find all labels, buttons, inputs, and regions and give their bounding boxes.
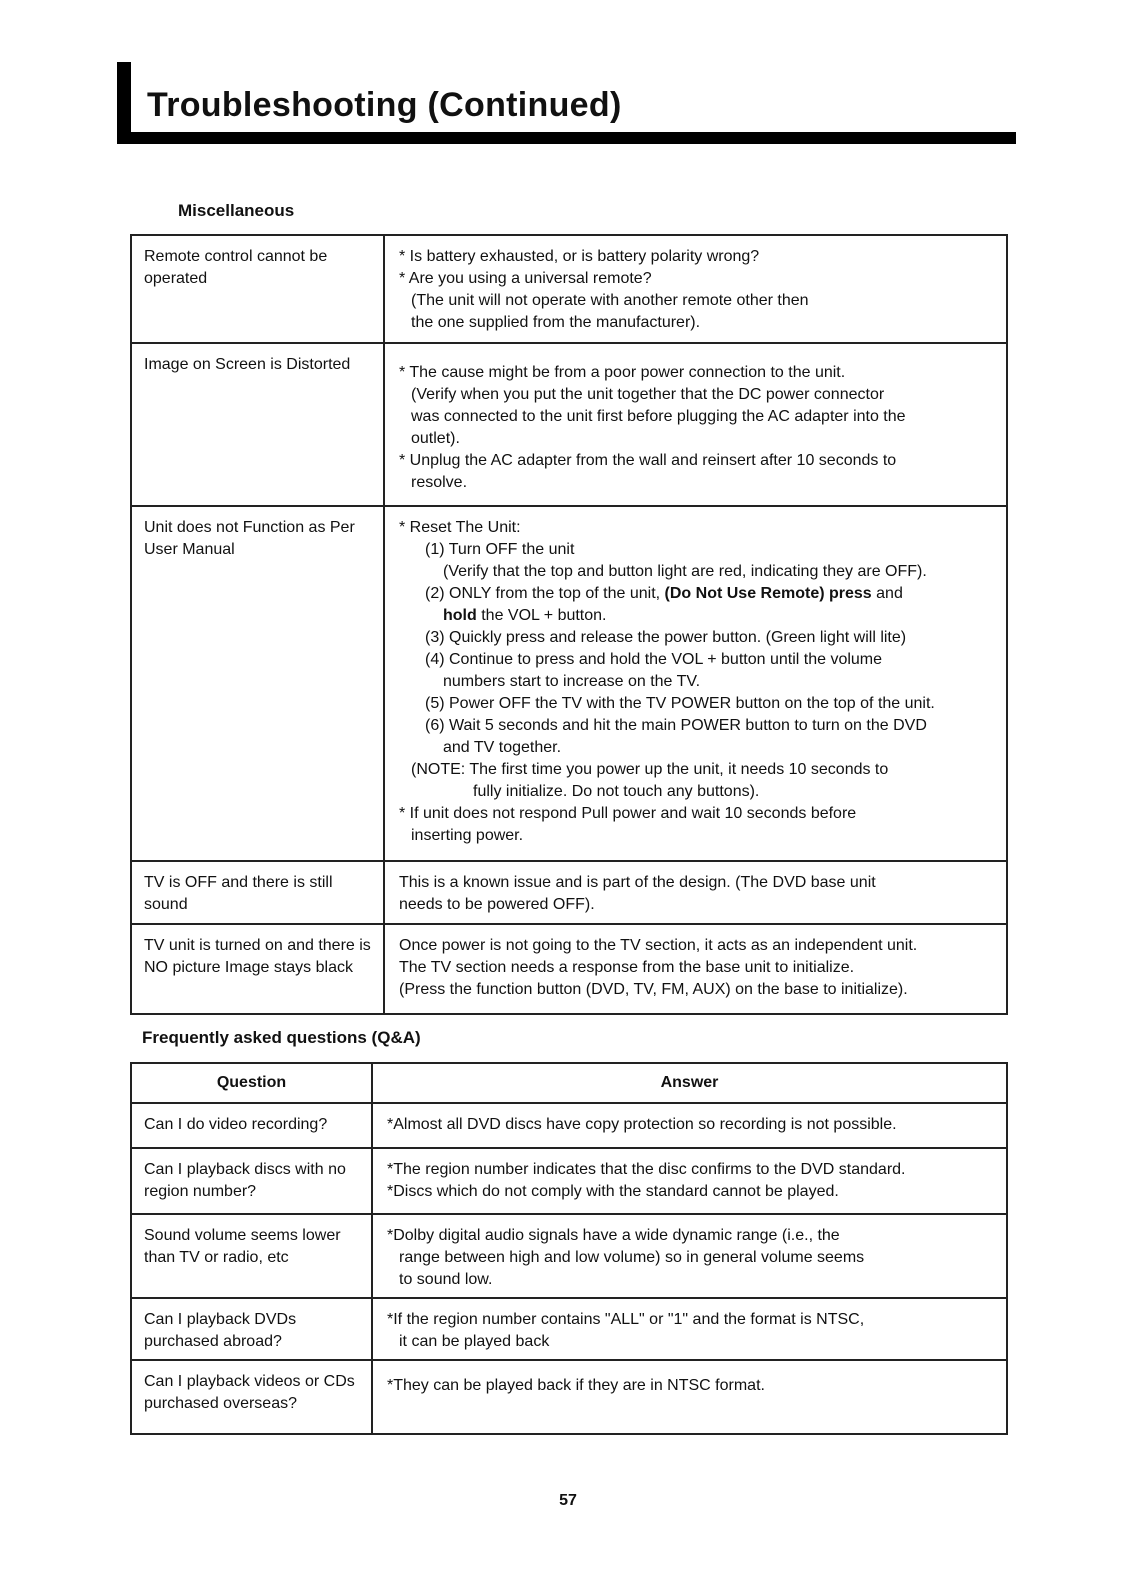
problem-cell: Unit does not Function as Per User Manual (131, 506, 384, 861)
solution-line: inserting power. (411, 827, 524, 844)
answer-line: *Dolby digital audio signals have a wide dynamic range (i.e., the (387, 1227, 840, 1244)
solution-line: was connected to the unit first before plugging the AC adapter into the (411, 408, 906, 425)
solution-line: numbers start to increase on the TV. (443, 673, 701, 690)
page-title: Troubleshooting (Continued) (147, 86, 622, 124)
solution-line: * Is battery exhausted, or is battery polarity wrong? (399, 248, 760, 265)
solution-line: * If unit does not respond Pull power and wait 10 seconds before (399, 805, 857, 822)
table-row (131, 1214, 1007, 1298)
answer-cell (372, 1298, 1007, 1360)
question-cell: Can I playback DVDs purchased abroad? (131, 1298, 372, 1360)
answer-column-header: Answer (372, 1063, 1007, 1103)
solution-line: * Reset The Unit: (399, 519, 521, 536)
emphasis-text: hold (443, 607, 477, 624)
table-row (131, 343, 1007, 506)
solution-line: (4) Continue to press and hold the VOL + button until the volume (425, 651, 883, 668)
answer-cell (372, 1214, 1007, 1298)
table-row (131, 924, 1007, 1014)
solution-line: (5) Power OFF the TV with the TV POWER button on the top of the unit. (425, 695, 935, 712)
faq-table (130, 1062, 1008, 1435)
solution-line: fully initialize. Do not touch any buttons). (473, 783, 760, 800)
solution-cell (384, 924, 1007, 1014)
question-cell: Can I do video recording? (131, 1103, 372, 1148)
question-column-header: Question (131, 1063, 372, 1103)
title-rule (117, 132, 1016, 144)
answer-cell (372, 1360, 1007, 1434)
question-cell: Can I playback videos or CDs purchased overseas? (131, 1360, 372, 1434)
solution-line: (1) Turn OFF the unit (425, 541, 575, 558)
table-row (131, 1148, 1007, 1214)
solution-cell (384, 235, 1007, 343)
solution-line: (Verify that the top and button light are red, indicating they are OFF). (443, 563, 927, 580)
table-row (131, 1103, 1007, 1148)
solution-text: and (876, 585, 903, 602)
solution-text: (2) ONLY from the top of the unit, (425, 585, 661, 602)
answer-line: range between high and low volume) so in general volume seems (399, 1249, 865, 1266)
answer-line: *They can be played back if they are in NTSC format. (387, 1377, 765, 1394)
problem-cell: Remote control cannot be operated (131, 235, 384, 343)
solution-line: This is a known issue and is part of the design. (The DVD base unit (399, 874, 876, 891)
solution-cell (384, 861, 1007, 924)
answer-line: *Almost all DVD discs have copy protection so recording is not possible. (387, 1116, 897, 1133)
solution-line: (Press the function button (DVD, TV, FM, AUX) on the base to initialize). (399, 981, 908, 998)
solution-line (399, 605, 998, 627)
faq-heading: Frequently asked questions (Q&A) (142, 1028, 421, 1047)
solution-line: * The cause might be from a poor power connection to the unit. (399, 364, 846, 381)
solution-cell (384, 343, 1007, 506)
faq-header-row (131, 1063, 1007, 1103)
problem-cell: Image on Screen is Distorted (131, 343, 384, 506)
solution-line (399, 583, 998, 605)
emphasis-text: (Do Not Use Remote) press (664, 585, 872, 602)
solution-line: Once power is not going to the TV section, it acts as an independent unit. (399, 937, 918, 954)
table-row (131, 1360, 1007, 1434)
solution-line: (3) Quickly press and release the power button. (Green light will lite) (425, 629, 907, 646)
solution-text: the VOL + button. (481, 607, 607, 624)
problem-cell: TV is OFF and there is still sound (131, 861, 384, 924)
table-row (131, 235, 1007, 343)
question-cell: Can I playback discs with no region number? (131, 1148, 372, 1214)
table-row (131, 1298, 1007, 1360)
solution-cell (384, 506, 1007, 861)
answer-line: *If the region number contains "ALL" or "1" and the format is NTSC, (387, 1311, 865, 1328)
answer-cell (372, 1148, 1007, 1214)
solution-line: The TV section needs a response from the base unit to initialize. (399, 959, 855, 976)
answer-line: it can be played back (399, 1333, 550, 1350)
answer-line: *The region number indicates that the disc confirms to the DVD standard. (387, 1161, 906, 1178)
answer-line: to sound low. (399, 1271, 493, 1288)
misc-table (130, 234, 1008, 1015)
solution-line: outlet). (411, 430, 460, 447)
table-row (131, 861, 1007, 924)
solution-line: * Are you using a universal remote? (399, 270, 652, 287)
solution-line: resolve. (411, 474, 468, 491)
solution-line: (NOTE: The first time you power up the unit, it needs 10 seconds to (411, 761, 889, 778)
solution-line: and TV together. (443, 739, 562, 756)
misc-heading: Miscellaneous (178, 201, 295, 220)
problem-cell: TV unit is turned on and there is NO picture Image stays black (131, 924, 384, 1014)
solution-line: (6) Wait 5 seconds and hit the main POWER button to turn on the DVD (425, 717, 927, 734)
table-row (131, 506, 1007, 861)
solution-line: (Verify when you put the unit together that the DC power connector (411, 386, 885, 403)
answer-line: *Discs which do not comply with the standard cannot be played. (387, 1183, 839, 1200)
solution-line: * Unplug the AC adapter from the wall and reinsert after 10 seconds to (399, 452, 897, 469)
solution-line: the one supplied from the manufacturer). (411, 314, 701, 331)
page-number: 57 (559, 1492, 577, 1509)
question-cell: Sound volume seems lower than TV or radio, etc (131, 1214, 372, 1298)
solution-line: needs to be powered OFF). (399, 896, 595, 913)
answer-cell (372, 1103, 1007, 1148)
solution-line: (The unit will not operate with another remote other then (411, 292, 809, 309)
